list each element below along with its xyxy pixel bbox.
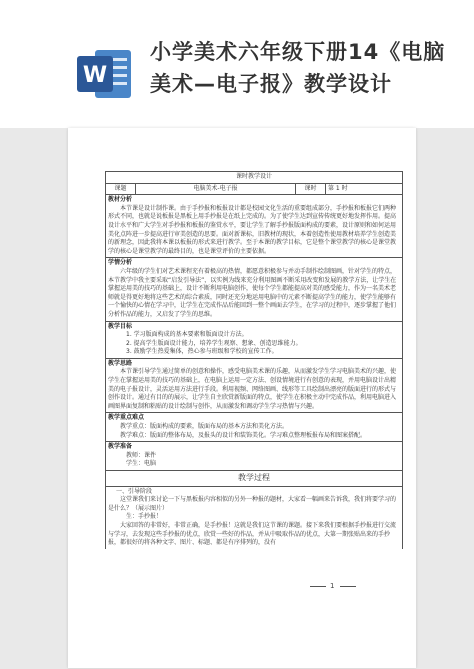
- step-answer: 生：手抄报！: [126, 513, 163, 521]
- page-title: 小学美术六年级下册14《电脑美术—电子报》教学设计: [150, 40, 446, 96]
- teaching-goals-section: [106, 321, 403, 358]
- material-analysis-section: [106, 195, 403, 258]
- section-text: 本节课引导学生通过简单的创意和操作，感受电脑美术课的乐趣，从而激发学生学习电脑美术的兴趣，使学生在掌握运用美的技巧的基础上，在电脑上运用一定方法、创设情境进行有创意的表现，并用电脑设计出精美的电子报设计，灵活运用方法进行手段。利用视频、网络图画、线形等工具绘制出漂亮的版面进行的形式与创作设计。通过有目的的展示，让学生自主欣赏新版面的特点，使学生在积极主动中完成作品，利用电脑进入画图界面复制和粘贴的设计绘制与创作，从而激发和调动学生学习热情与兴趣。: [108, 368, 397, 410]
- preparation-section: [106, 442, 403, 471]
- word-document-icon: [75, 44, 135, 104]
- key-points-section: [106, 413, 403, 442]
- header: [0, 0, 474, 120]
- section-title: 教学目标: [108, 322, 133, 330]
- page-number: 1: [330, 582, 335, 590]
- step-text: 大家回答的非常好，非常正确，是手抄报！这就是我们这节课的课题。接下来我们要根据手抄报进行交流与学习，去发现这些手抄报的优点，欣赏一些好的作品，并从中吸取作品的优点，大第一期张贴出来的手抄报，都很好的将各种文字、图片、标题、都是有序排列的，没有: [108, 521, 397, 547]
- section-title: 教学思路: [108, 359, 133, 367]
- step-text: 这堂课我们来讨论一下与黑板报内容相似的另外一种报的题材，大家看一幅画来告诉我，我们将要学习的是什么？（展示图片）: [108, 496, 397, 512]
- period-value: 第 1 时: [326, 183, 403, 195]
- section-title: 学情分析: [108, 259, 133, 267]
- prep-teacher: 教师：课件: [126, 451, 157, 459]
- footer-rule-right: [340, 586, 356, 587]
- section-title: 教学重点难点: [108, 414, 145, 422]
- key-point-text: 教学重点：版面构成的要素，版面布局的基本方法和美化方法。: [120, 423, 289, 431]
- student-analysis-section: [106, 258, 403, 321]
- topic-value: 电脑美术-电子报: [136, 183, 296, 195]
- topic-label: 课题: [106, 183, 136, 195]
- footer-rule-left: [310, 586, 326, 587]
- teaching-thinking-section: [106, 358, 403, 413]
- table-header: 课时教学设计: [106, 172, 403, 184]
- section-title: 教材分析: [108, 196, 133, 204]
- svg-text:W: W: [82, 63, 108, 88]
- period-label: 课时: [296, 183, 326, 195]
- section-title: 教学准备: [108, 443, 133, 451]
- prep-student: 学生：电脑: [126, 460, 157, 468]
- process-title: 教学过程: [106, 471, 403, 487]
- difficulty-text: 教学难点：版面的整体布局，及报头的设计和装饰美化。学习难点整理板报布局和图案搭配。: [120, 431, 367, 439]
- goal-item: 2. 提高学生版面设计能力，培养学生观察、想象、创造思维能力。: [126, 339, 302, 347]
- step-title: 一、引导阶段: [116, 487, 153, 495]
- goal-item: 3. 鼓励学生热爱集体，热心参与班级和学校的宣传工作。: [126, 348, 278, 356]
- goal-item: 1. 学习版面构成的基本要素和版面设计方法。: [126, 331, 248, 339]
- lesson-plan-table: [105, 171, 403, 549]
- section-text: 本节课是设计制作课。由于手抄报和板报设计都是校园文化生活的重要组成部分，手抄报和板报它们两种形式不同，也就是说板报是黑板上用手抄报是在纸上完成的。为了使学生达到宣传传统更好地发挥作用。提高设计水平和广大学生对手抄报和板报的鉴赏水平，要让学生了解手抄报版面构成的要素，设计原则和如何运用美化点阵进一步提高进行审美创造的思要。面对新课标，旧教材的现状，本着创造性使用教材培养学生创造美的新理念，因此我将本课以板报的形式来进行教学。至于本课的教学目标，它是整个课堂教学的核心是课堂教学的核心是课堂教学的最终目的，也是课堂评价的主要依据。: [108, 204, 397, 255]
- process-section: [106, 486, 403, 549]
- section-text: 六年级的学生们对艺术课程充有着极高的热情，都愿意积极参与并动手制作绘制图画，针对学生的特点，本节教学中我主要采取“启发引导法”，以实例为线来充分利用图画不断采用改变和发展的教学方法，让学生在掌握运用美的技巧的基础上，设计不断利用电脑创作，使每个学生都能提高对美的感受能力，作为一名美术老师就是得更好地将这些艺术的综合素质，同时还充分地运用电脑中的元素不断提高学生的能力，使学生能够有一个愉快的心情在学习中，让学生在完成作品后能回到一整个画面去学生，在学习的过程中，逐步掌握了他们分析作品的能力，又启发了学生的思维。: [108, 267, 397, 318]
